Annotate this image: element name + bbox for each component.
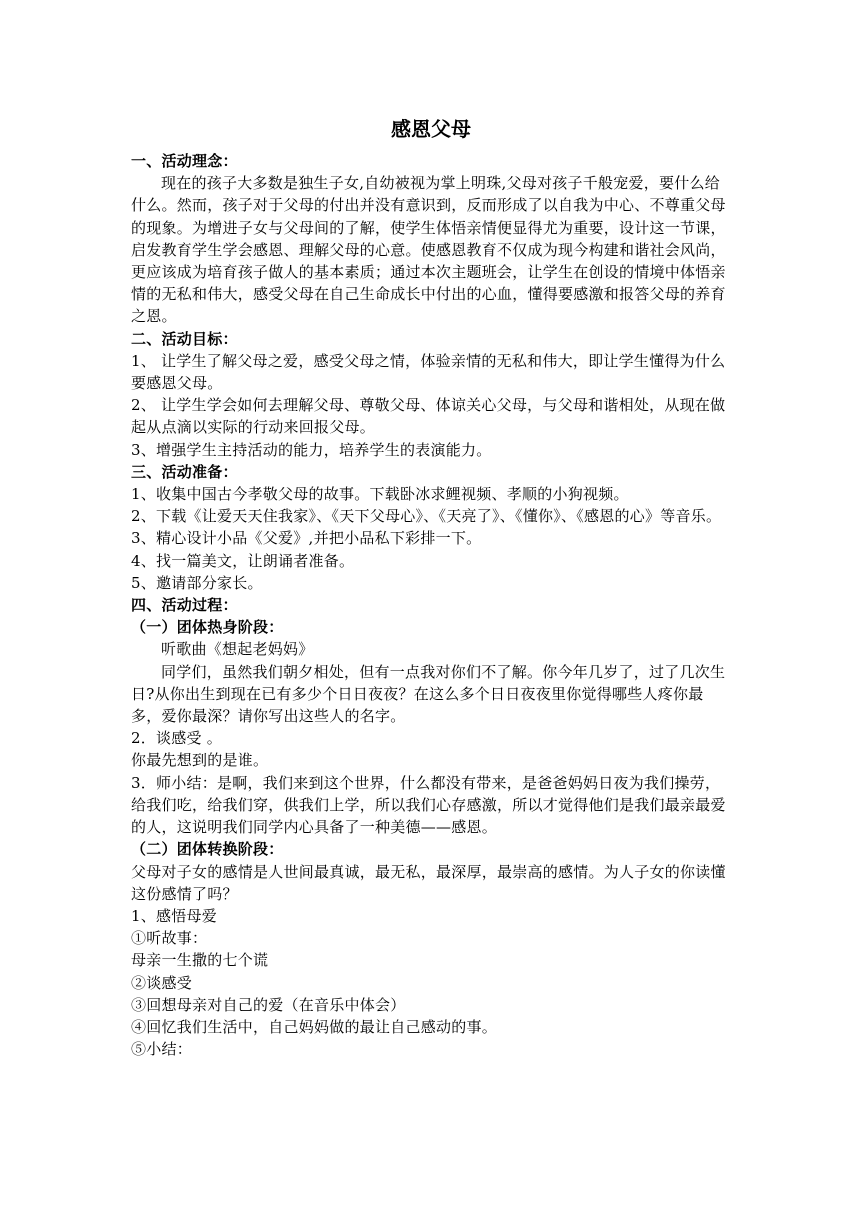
list-item: ③回想母亲对自己的爱（在音乐中体会） [131,995,406,1014]
paragraph: 2、 让学生学会如何去理解父母、尊敬父母、体谅关心父母，与父母和谐相处，从现在做起从点滴以实际的行动来回报父母。 [131,396,726,437]
section-heading: 一、活动理念： [131,152,238,170]
section-heading: 二、活动目标： [131,329,238,348]
paragraph: 3．师小结：是啊，我们来到这个世界，什么都没有带来，是爸爸妈妈日夜为我们操劳，给我们吃，给我们穿，供我们上学，所以我们心存感激，所以才觉得他们是我们最亲最爱的人，这说明我们同学内心具备了一种美德——感恩。 [131,773,726,837]
paragraph: 母亲一生撒的七个谎 [131,951,269,970]
paragraph: 4、找一篇美文，让朗诵者准备。 [131,551,355,570]
document-body [131,150,731,1060]
paragraph: 父母对子女的感情是人世间最真诚，最无私，最深厚，最崇高的感情。为人子女的你读懂这份感情了吗？ [131,862,726,903]
paragraph: 2、下载《让爱天天住我家》、《天下父母心》、《天亮了》、《懂你》、《感恩的心》等音乐。 [131,507,722,526]
section-heading: 三、活动准备： [131,462,238,481]
subsection-heading: （二）团体转换阶段： [131,840,284,859]
paragraph: 1、 让学生了解父母之爱，感受父母之情，体验亲情的无私和伟大，即让学生懂得为什么要感恩父母。 [131,351,726,393]
list-item: ⑤小结： [131,1040,193,1059]
paragraph: 3、精心设计小品《父爱》,并把小品私下彩排一下。 [131,529,482,548]
paragraph: 1、感悟母爱 [131,906,218,925]
list-item: ④回忆我们生活中，自己妈妈做的最让自己感动的事。 [131,1017,498,1036]
paragraph: 现在的孩子大多数是独生子女,自幼被视为掌上明珠,父母对孩子千般宠爱，要什么给什么。然而，孩子对于父母的付出并没有意识到，反而形成了以自我为中心、不尊重父母的现象。为增进子女与父母间的了解，使学生体悟亲情便显得尤为重要，设计这一节课，启发教育学生学会感恩、理解父母的心意。使感恩教育不仅成为现今构建和谐社会风尚，更应该成为培育孩子做人的基本素质；通过本次主题班会，让学生在创设的情境中体悟亲情的无私和伟大，感受父母在自己生命成长中付出的心血，懂得要感激和报答父母的养育之恩。 [131,174,726,326]
paragraph: 1、收集中国古今孝敬父母的故事。下载卧冰求鲤视频、孝顺的小狗视频。 [131,485,629,504]
document-page [131,114,731,1060]
paragraph: 5、邀请部分家长。 [131,573,263,592]
paragraph: 同学们，虽然我们朝夕相处，但有一点我对你们不了解。你今年几岁了，过了几次生日?从你出生到现在已有多少个日日夜夜？在这么多个日日夜夜里你觉得哪些人疼你最多，爱你最深？请你写出这些人的名字。 [131,662,726,726]
paragraph: 2．谈感受 。 [131,729,223,748]
section-heading: 四、活动过程： [131,596,238,615]
paragraph: 听歌曲《想起老妈妈》 [161,640,314,659]
paragraph: 3、增强学生主持活动的能力，培养学生的表演能力。 [131,440,492,459]
subsection-heading: （一）团体热身阶段： [131,618,284,637]
paragraph: 你最先想到的是谁。 [131,751,269,770]
list-item: ②谈感受 [131,973,193,992]
document-title: 感恩父母 [391,117,471,141]
list-item: ①听故事： [131,929,208,948]
